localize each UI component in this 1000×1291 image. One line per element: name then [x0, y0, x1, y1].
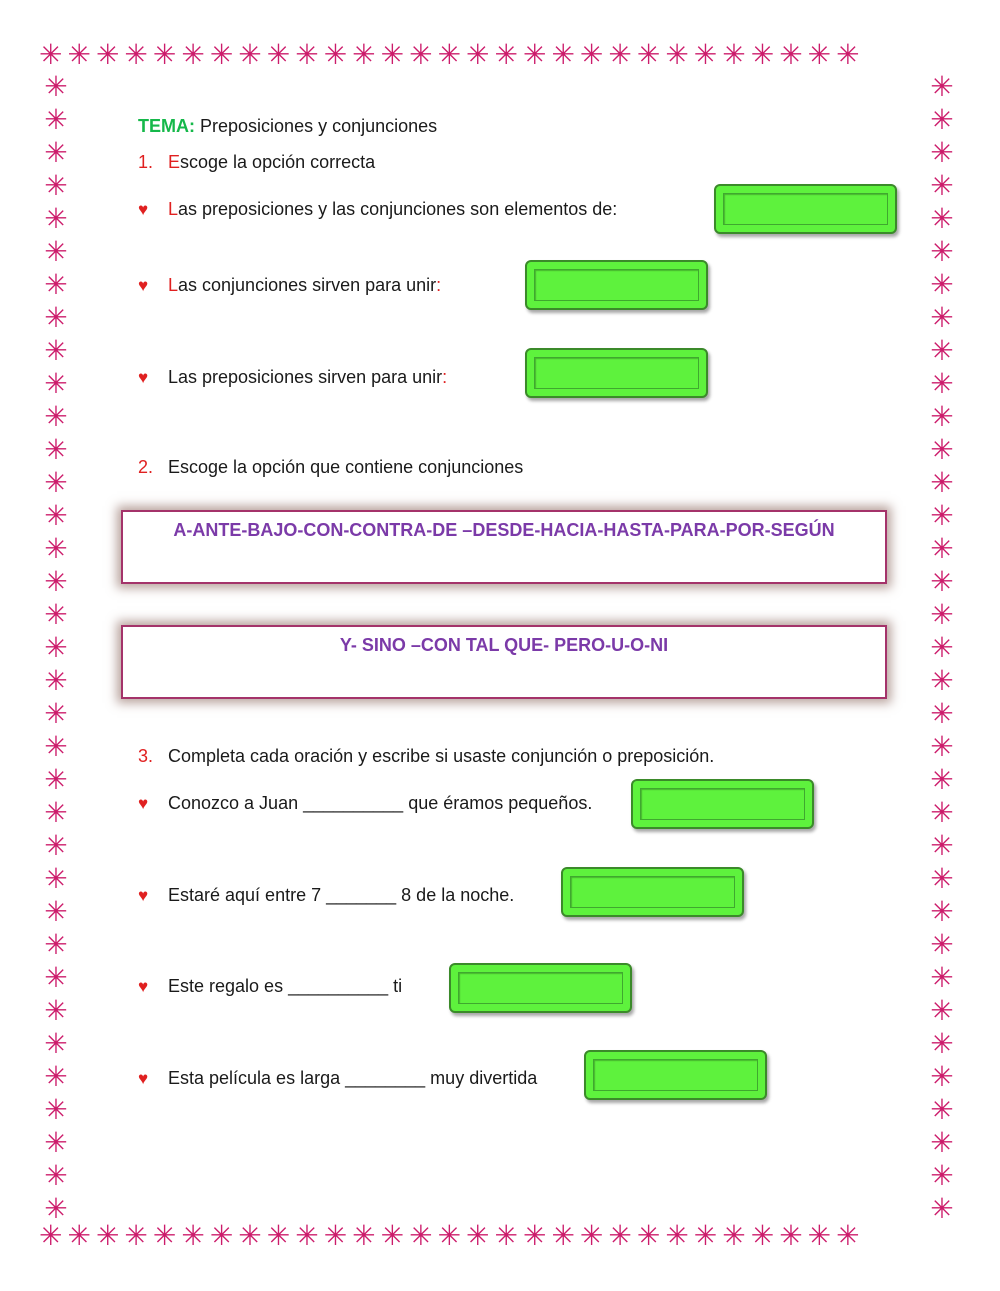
flower-icon: ✳	[930, 235, 954, 268]
flower-icon: ✳	[722, 1219, 751, 1252]
flower-icon: ✳	[466, 1219, 495, 1252]
flower-icon: ✳	[665, 38, 694, 71]
item-text: Este regalo es __________ ti	[168, 976, 403, 996]
flower-icon: ✳	[930, 961, 954, 994]
flower-icon: ✳	[44, 763, 68, 796]
flower-icon: ✳	[266, 1219, 296, 1252]
flower-icon: ✳	[930, 532, 954, 565]
flower-icon: ✳	[181, 38, 210, 71]
flower-icon: ✳	[930, 1126, 954, 1159]
flower-icon: ✳	[930, 862, 954, 895]
flower-icon: ✳	[409, 38, 438, 71]
item-text: Esta película es larga ________ muy divertida	[168, 1068, 538, 1088]
flower-icon: ✳	[750, 1219, 780, 1252]
item-text: Las preposiciones sirven para unir	[168, 367, 443, 387]
flower-icon: ✳	[44, 466, 68, 499]
flower-icon: ✳	[323, 1219, 353, 1252]
flower-icon: ✳	[779, 38, 808, 71]
flower-icon: ✳	[44, 334, 68, 367]
flower-icon: ✳	[44, 829, 68, 862]
flower-icon: ✳	[44, 1192, 68, 1222]
question-3-item-1	[138, 793, 592, 814]
flower-icon: ✳	[930, 895, 954, 928]
flower-icon: ✳	[44, 202, 68, 235]
tema-title: Preposiciones y conjunciones	[200, 116, 438, 136]
flower-icon: ✳	[494, 1219, 523, 1252]
flower-icon: ✳	[930, 136, 954, 169]
flower-icon: ✳	[152, 38, 182, 71]
flower-icon: ✳	[44, 994, 68, 1027]
option-conjunctions[interactable]	[121, 625, 887, 699]
flower-icon: ✳	[494, 38, 523, 71]
question-2-heading	[138, 457, 523, 478]
flower-icon: ✳	[608, 1219, 637, 1252]
flower-icon: ✳	[44, 895, 68, 928]
first-letter: E	[168, 152, 181, 172]
flower-icon: ✳	[44, 697, 68, 730]
flower-icon: ✳	[466, 38, 495, 71]
flower-icon: ✳	[44, 367, 68, 400]
flower-icon: ✳	[836, 1219, 865, 1252]
flower-icon: ✳	[437, 1219, 467, 1252]
flower-icon: ✳	[44, 433, 68, 466]
flower-icon: ✳	[930, 565, 954, 598]
flower-icon: ✳	[930, 1060, 954, 1093]
flower-icon: ✳	[693, 1219, 723, 1252]
flower-icon: ✳	[930, 301, 954, 334]
first-letter: L	[168, 275, 179, 295]
question-text: Escoge la opción que contiene conjunciones	[168, 457, 524, 477]
flower-icon: ✳	[807, 1219, 837, 1252]
option-text: A-ANTE-BAJO-CON-CONTRA-DE –DESDE-HACIA-HASTA-PARA-POR-SEGÚN	[173, 520, 835, 540]
flower-icon: ✳	[636, 38, 666, 71]
heart-bullet-icon: ♥	[138, 977, 149, 996]
flower-icon: ✳	[44, 169, 68, 202]
flower-icon: ✳	[930, 994, 954, 1027]
answer-box-q3-3[interactable]	[449, 963, 632, 1013]
flower-icon: ✳	[930, 103, 954, 136]
flower-icon: ✳	[44, 664, 68, 697]
answer-box-q1-3[interactable]	[525, 348, 708, 398]
flower-icon: ✳	[930, 829, 954, 862]
answer-box-q3-2[interactable]	[561, 867, 744, 917]
flower-icon: ✳	[44, 400, 68, 433]
flower-icon: ✳	[323, 38, 353, 71]
flower-icon: ✳	[807, 38, 837, 71]
question-text: Completa cada oración y escribe si usaste conjunción o preposición.	[168, 746, 715, 766]
flower-icon: ✳	[930, 70, 954, 103]
flower-icon: ✳	[930, 169, 954, 202]
flower-icon: ✳	[930, 763, 954, 796]
flower-icon: ✳	[579, 1219, 609, 1252]
flower-icon: ✳	[295, 38, 324, 71]
flower-icon: ✳	[44, 268, 68, 301]
flower-icon: ✳	[352, 38, 381, 71]
flower-icon: ✳	[551, 38, 580, 71]
flower-icon: ✳	[930, 268, 954, 301]
flower-icon: ✳	[380, 1219, 410, 1252]
heart-bullet-icon: ♥	[138, 1069, 149, 1088]
flower-icon: ✳	[836, 38, 865, 71]
flower-icon: ✳	[209, 38, 239, 71]
flower-icon: ✳	[181, 1219, 210, 1252]
item-suffix: :	[436, 275, 442, 295]
question-1-item-3	[138, 367, 447, 388]
first-letter: L	[168, 199, 179, 219]
item-suffix: :	[442, 367, 448, 387]
heart-bullet-icon: ♥	[138, 794, 149, 813]
flower-icon: ✳	[380, 38, 410, 71]
item-text: Conozco a Juan __________ que éramos pequeños.	[168, 793, 593, 813]
flower-icon: ✳	[409, 1219, 438, 1252]
question-3-heading	[138, 746, 714, 767]
flower-icon: ✳	[579, 38, 609, 71]
option-prepositions[interactable]	[121, 510, 887, 584]
flower-icon: ✳	[930, 1159, 954, 1192]
flower-icon: ✳	[551, 1219, 580, 1252]
question-1-item-1	[138, 199, 617, 220]
flower-icon: ✳	[522, 38, 552, 71]
flower-icon: ✳	[44, 301, 68, 334]
flower-icon: ✳	[44, 1027, 68, 1060]
flower-icon: ✳	[44, 103, 68, 136]
flower-icon: ✳	[124, 38, 153, 71]
flower-icon: ✳	[95, 1219, 125, 1252]
flower-icon: ✳	[930, 334, 954, 367]
flower-icon: ✳	[44, 862, 68, 895]
flower-icon: ✳	[95, 38, 125, 71]
flower-icon: ✳	[44, 70, 68, 103]
flower-icon: ✳	[209, 1219, 239, 1252]
flower-icon: ✳	[930, 202, 954, 235]
flower-icon: ✳	[930, 697, 954, 730]
page-title	[138, 116, 437, 137]
flower-icon: ✳	[437, 38, 467, 71]
decorative-border-top	[39, 38, 959, 72]
question-3-item-2	[138, 885, 514, 906]
flower-icon: ✳	[39, 38, 68, 71]
flower-icon: ✳	[67, 38, 96, 71]
item-text: Estaré aquí entre 7 _______ 8 de la noche.	[168, 885, 515, 905]
question-number: 1.	[138, 152, 154, 172]
answer-box-q3-1[interactable]	[631, 779, 814, 829]
question-1-item-2	[138, 275, 441, 296]
heart-bullet-icon: ♥	[138, 886, 149, 905]
question-number: 2.	[138, 457, 154, 477]
flower-icon: ✳	[693, 38, 723, 71]
flower-icon: ✳	[44, 1159, 68, 1192]
item-text: as conjunciones sirven para unir	[178, 275, 437, 295]
question-3-item-4	[138, 1068, 537, 1089]
heart-bullet-icon: ♥	[138, 200, 149, 219]
flower-icon: ✳	[44, 136, 68, 169]
answer-box-q1-1[interactable]	[714, 184, 897, 234]
flower-icon: ✳	[44, 532, 68, 565]
flower-icon: ✳	[152, 1219, 182, 1252]
flower-icon: ✳	[930, 1192, 954, 1222]
flower-icon: ✳	[608, 38, 637, 71]
flower-icon: ✳	[44, 1060, 68, 1093]
flower-icon: ✳	[930, 664, 954, 697]
flower-icon: ✳	[930, 466, 954, 499]
answer-box-q3-4[interactable]	[584, 1050, 767, 1100]
flower-icon: ✳	[930, 730, 954, 763]
question-number: 3.	[138, 746, 154, 766]
flower-icon: ✳	[930, 631, 954, 664]
answer-box-q1-2[interactable]	[525, 260, 708, 310]
flower-icon: ✳	[930, 400, 954, 433]
flower-icon: ✳	[636, 1219, 666, 1252]
heart-bullet-icon: ♥	[138, 368, 149, 387]
flower-icon: ✳	[44, 928, 68, 961]
flower-icon: ✳	[930, 796, 954, 829]
flower-icon: ✳	[930, 433, 954, 466]
flower-icon: ✳	[44, 961, 68, 994]
flower-icon: ✳	[665, 1219, 694, 1252]
flower-icon: ✳	[295, 1219, 324, 1252]
flower-icon: ✳	[44, 565, 68, 598]
flower-icon: ✳	[44, 730, 68, 763]
flower-icon: ✳	[44, 1093, 68, 1126]
question-1-heading	[138, 152, 375, 173]
question-3-item-3	[138, 976, 402, 997]
flower-icon: ✳	[930, 1027, 954, 1060]
flower-icon: ✳	[67, 1219, 96, 1252]
flower-icon: ✳	[930, 1093, 954, 1126]
question-text: scoge la opción correcta	[180, 152, 376, 172]
flower-icon: ✳	[238, 38, 267, 71]
flower-icon: ✳	[779, 1219, 808, 1252]
decorative-border-bottom	[39, 1219, 959, 1253]
flower-icon: ✳	[266, 38, 296, 71]
flower-icon: ✳	[44, 598, 68, 631]
decorative-border-left	[39, 70, 73, 1222]
flower-icon: ✳	[44, 796, 68, 829]
item-text: as preposiciones y las conjunciones son elementos de:	[178, 199, 618, 219]
flower-icon: ✳	[238, 1219, 267, 1252]
flower-icon: ✳	[352, 1219, 381, 1252]
flower-icon: ✳	[750, 38, 780, 71]
heart-bullet-icon: ♥	[138, 276, 149, 295]
option-text: Y- SINO –CON TAL QUE- PERO-U-O-NI	[339, 635, 669, 655]
flower-icon: ✳	[722, 38, 751, 71]
flower-icon: ✳	[44, 1126, 68, 1159]
flower-icon: ✳	[930, 928, 954, 961]
flower-icon: ✳	[44, 499, 68, 532]
flower-icon: ✳	[930, 367, 954, 400]
flower-icon: ✳	[44, 235, 68, 268]
flower-icon: ✳	[930, 499, 954, 532]
decorative-border-right	[925, 70, 959, 1222]
flower-icon: ✳	[522, 1219, 552, 1252]
tema-label: TEMA:	[138, 116, 195, 136]
flower-icon: ✳	[39, 1219, 68, 1252]
flower-icon: ✳	[124, 1219, 153, 1252]
flower-icon: ✳	[930, 598, 954, 631]
flower-icon: ✳	[44, 631, 68, 664]
